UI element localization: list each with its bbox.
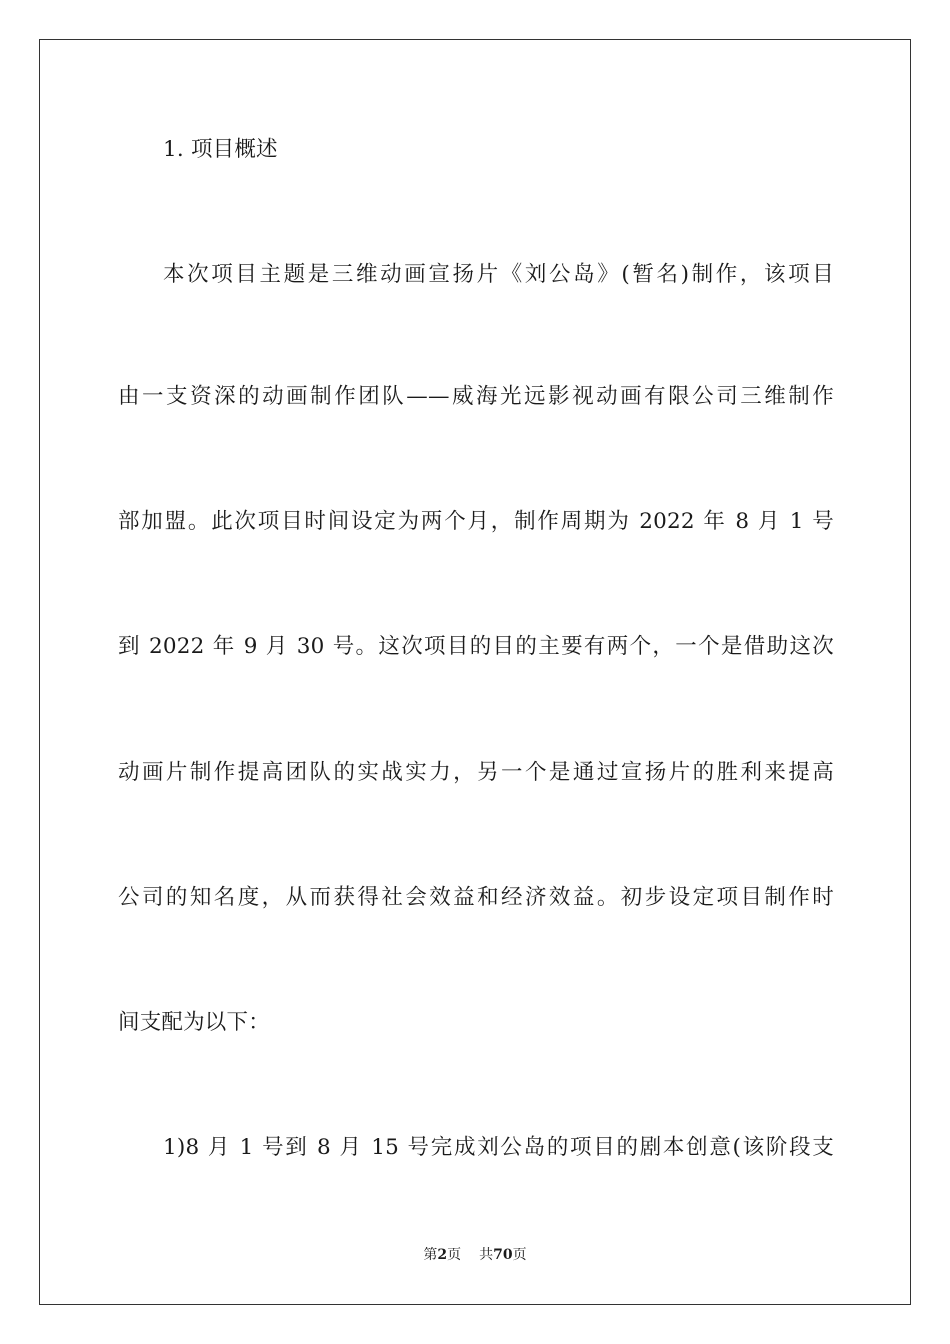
list-item-line: 1)8 月 1 号到 8 月 15 号完成刘公岛的项目的剧本创意(该阶段支 — [163, 1135, 834, 1160]
paragraph-line-5: 动画片制作提高团队的实战实力，另一个是通过宣扬片的胜利来提高 — [118, 760, 834, 785]
section-heading: 1. 项目概述 — [163, 137, 278, 162]
footer-page-number: 2 — [437, 1247, 448, 1263]
paragraph-line-2: 由一支资深的动画制作团队——威海光远影视动画有限公司三维制作 — [118, 384, 834, 409]
page-border — [39, 39, 911, 1305]
paragraph-line-1: 本次项目主题是三维动画宣扬片《刘公岛》(暂名)制作，该项目 — [163, 262, 834, 287]
footer-page-prefix: 第 — [423, 1247, 438, 1263]
footer-total-prefix: 共 — [479, 1247, 494, 1263]
footer-total-pages: 70 — [493, 1247, 513, 1263]
paragraph-line-7: 间支配为以下： — [118, 1010, 270, 1035]
footer-total-suffix: 页 — [512, 1247, 527, 1263]
footer-page-suffix: 页 — [447, 1247, 462, 1263]
page-footer — [0, 1245, 950, 1265]
paragraph-line-6: 公司的知名度，从而获得社会效益和经济效益。初步设定项目制作时 — [118, 885, 834, 910]
paragraph-line-3: 部加盟。此次项目时间设定为两个月，制作周期为 2022 年 8 月 1 号 — [118, 509, 834, 534]
paragraph-line-4: 到 2022 年 9 月 30 号。这次项目的目的主要有两个，一个是借助这次 — [118, 634, 834, 659]
